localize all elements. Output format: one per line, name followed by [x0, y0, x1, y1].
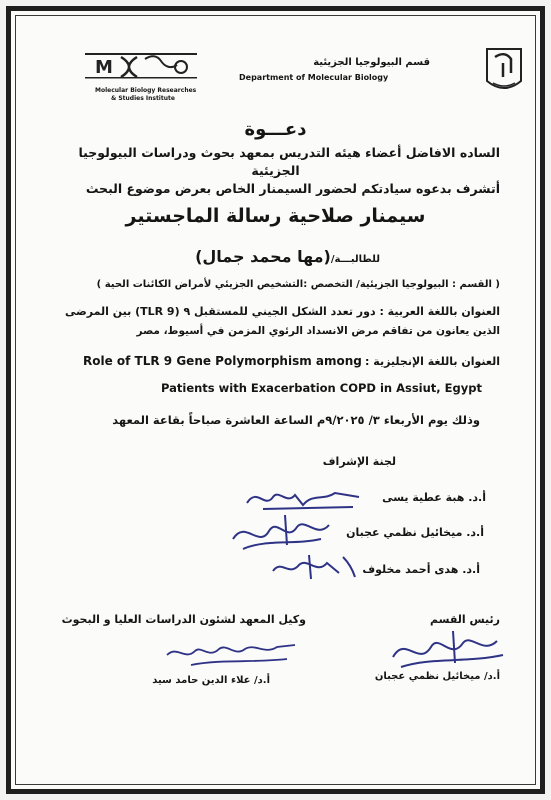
invitation-document — [6, 6, 545, 794]
head-name: أ.د/ ميخائيل نظمي عجبان — [374, 671, 500, 682]
english-title-label: العنوان باللغة الإنجليزية : — [365, 355, 500, 368]
svg-text:M: M — [95, 57, 113, 78]
seminar-title: سيمنار صلاحية رسالة الماجستير — [125, 205, 426, 227]
university-emblem — [481, 45, 527, 97]
head-title: رئيس القسم — [430, 613, 500, 626]
addressee-line2: الجزيئية — [251, 163, 300, 178]
committee-member: أ.د. ميخائيل نظمي عجبان — [346, 526, 484, 539]
institute-logo — [81, 47, 201, 103]
committee-member: أ.د. هدى أحمد مخلوف — [362, 563, 480, 576]
date-line: وذلك يوم الأربعاء ٣/ ٩/٢٠٢٥م الساعة العاشرة صباحاً بقاعة المعهد — [112, 413, 480, 427]
invitation-line: أتشرف بدعوه سيادتكم لحضور السيمنار الخاص بعرض موضوع البحث — [85, 181, 500, 196]
arabic-title-line2: الذين يعانون من تفاقم مرض الانسداد الرئوي المزمن في أسيوط، مصر — [136, 325, 500, 337]
department-name-ar: قسم البيولوجيا الجزيئية — [313, 57, 430, 68]
committee-member: أ.د. هبة عطية يسى — [382, 491, 486, 504]
vice-dean-title: وكيل المعهد لشئون الدراسات العليا و البحوث — [61, 613, 306, 626]
student-name-line — [195, 247, 380, 266]
logo-caption-line1: Molecular Biology Researches — [95, 87, 197, 94]
signature-member-2 — [233, 515, 329, 549]
arabic-title-line1: العنوان باللغة العربية : دور تعدد الشكل الجيني للمستقبل ٩ (TLR 9) بين المرضى — [65, 305, 500, 318]
university-emblem-icon — [481, 45, 527, 97]
department-specialty-line: ( القسم : البيولوجيا الجزيئية/ التخصص :التشخيص الجزيئي لأمراض الكائنات الحية ) — [96, 279, 500, 290]
signature-vice-dean — [167, 645, 295, 665]
student-prefix: للطالبـــة/ — [330, 254, 380, 265]
english-title-line1: Role of TLR 9 Gene Polymorphism among — [83, 354, 362, 368]
signature-member-3 — [273, 555, 355, 579]
institute-logo-icon — [81, 47, 201, 87]
addressee-line1: الساده الافاضل أعضاء هيئه التدريس بمعهد بحوث ودراسات البيولوجيا — [78, 145, 500, 160]
logo-caption-line2: & Studies Institute — [111, 95, 175, 102]
vice-dean-name: أ.د/ علاء الدين حامد سيد — [152, 675, 270, 686]
student-name: (مها محمد جمال) — [195, 247, 331, 266]
signature-member-1 — [243, 479, 363, 515]
signature-head — [393, 631, 503, 667]
department-name-en: Department of Molecular Biology — [239, 73, 389, 82]
committee-heading: لجنة الإشراف — [322, 455, 396, 468]
invitation-title: دعـــوة — [244, 119, 307, 140]
english-title-line2: Patients with Exacerbation COPD in Assiut, Egypt — [161, 381, 482, 395]
